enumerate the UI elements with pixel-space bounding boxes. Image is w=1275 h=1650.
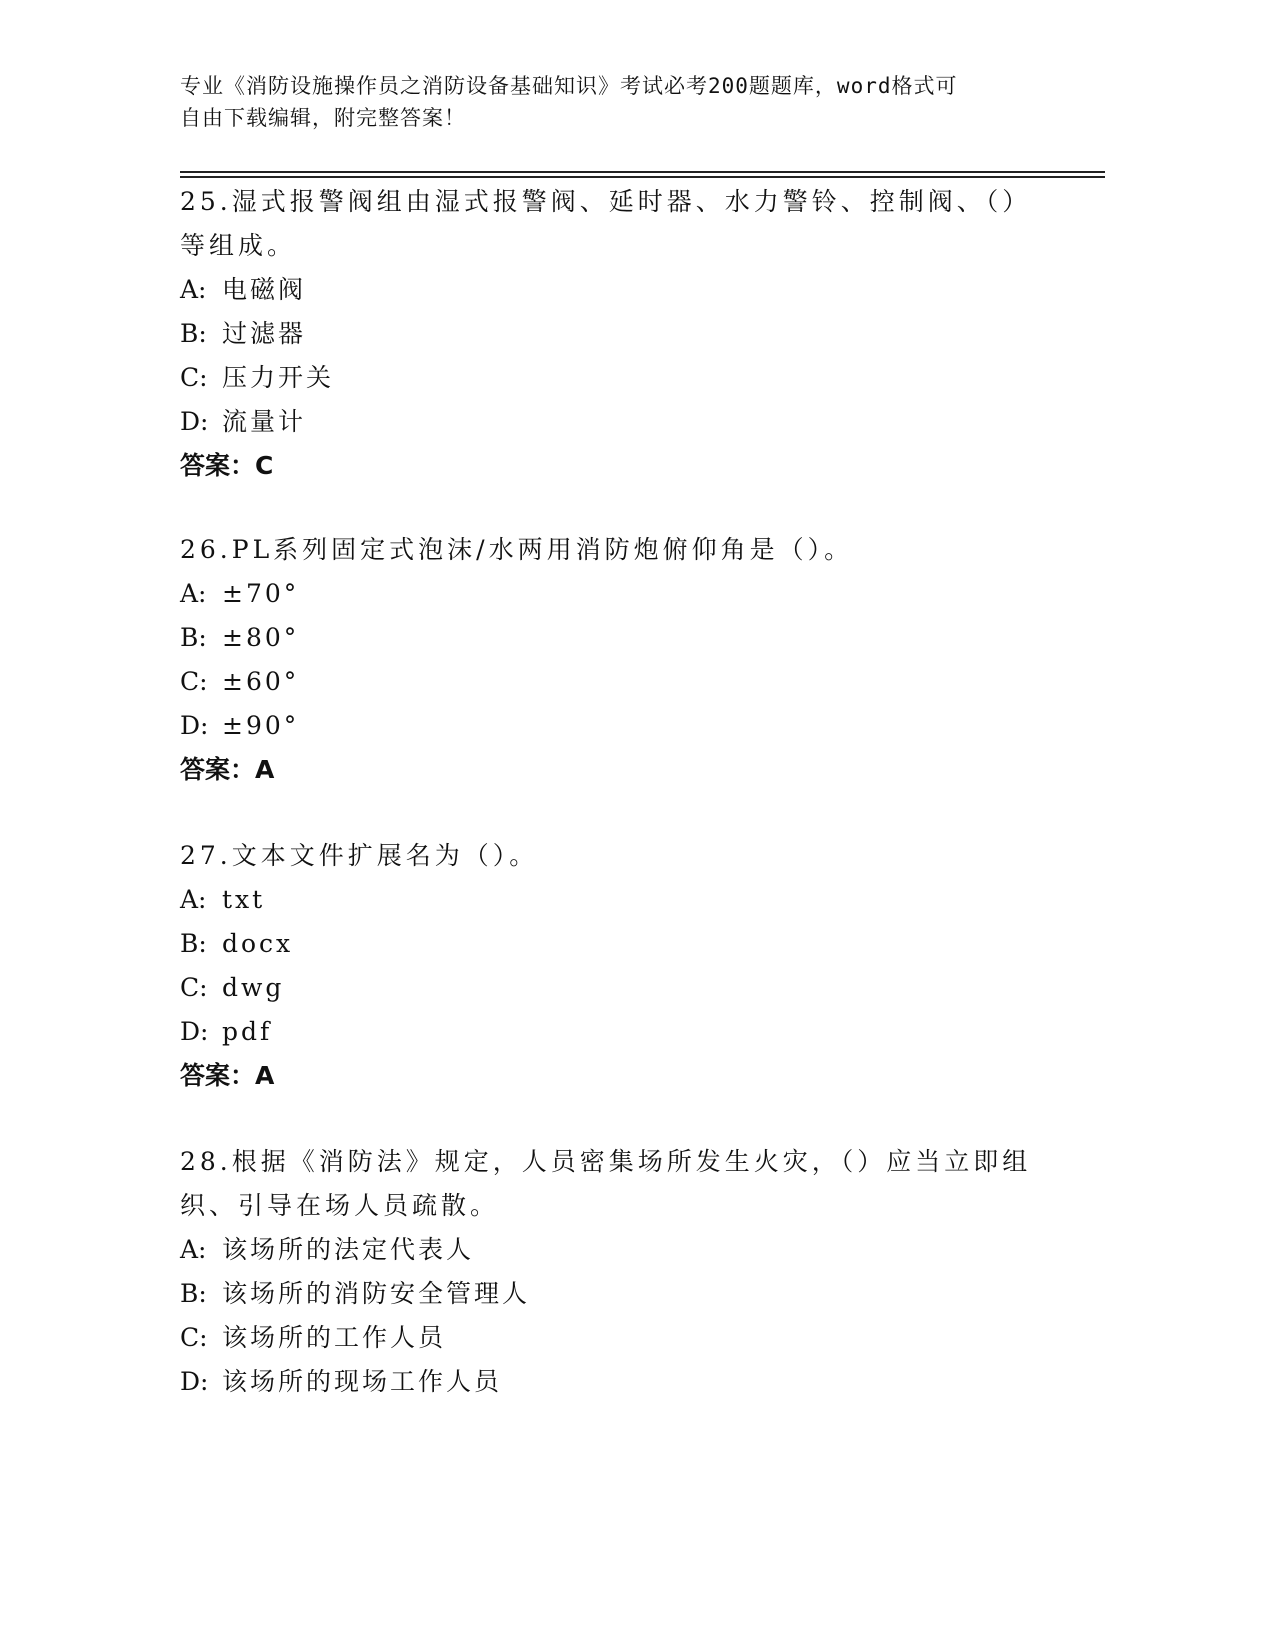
option-text: 压力开关 — [222, 363, 335, 392]
option-b — [180, 616, 1040, 660]
option-letter: B: — [180, 929, 207, 958]
option-text: ±70° — [222, 579, 300, 608]
option-text: 过滤器 — [222, 319, 307, 348]
option-letter: A: — [180, 579, 207, 608]
option-letter: D: — [180, 407, 209, 436]
option-text: 该场所的消防安全管理人 — [222, 1279, 531, 1308]
option-letter: C: — [180, 363, 208, 392]
option-c — [180, 1316, 1040, 1360]
option-letter: C: — [180, 1323, 208, 1352]
question-text: 26.PL系列固定式泡沫/水两用消防炮俯仰角是（）。 — [180, 535, 854, 564]
answer-line: 答案：A — [180, 755, 275, 784]
option-letter: D: — [180, 1017, 209, 1046]
option-text: ±80° — [222, 623, 300, 652]
answer-line: 答案：A — [180, 1061, 275, 1090]
option-b — [180, 312, 1040, 356]
option-text: 流量计 — [222, 407, 307, 436]
option-text: 该场所的工作人员 — [222, 1323, 447, 1352]
document-header — [180, 70, 1040, 134]
option-a — [180, 1228, 1040, 1272]
option-a — [180, 268, 1040, 312]
option-b — [180, 922, 1040, 966]
option-letter: B: — [180, 1279, 207, 1308]
option-d — [180, 1360, 1040, 1404]
option-letter: B: — [180, 319, 207, 348]
option-b — [180, 1272, 1040, 1316]
option-letter: A: — [180, 1235, 207, 1264]
option-letter: D: — [180, 711, 209, 740]
header-divider-bottom — [180, 176, 1105, 178]
option-c — [180, 660, 1040, 704]
option-text: txt — [222, 885, 266, 914]
option-a — [180, 878, 1040, 922]
option-text: 该场所的法定代表人 — [222, 1235, 475, 1264]
option-letter: D: — [180, 1367, 209, 1396]
header-line-2: 自由下载编辑，附完整答案！ — [180, 106, 466, 130]
question-text: 25.湿式报警阀组由湿式报警阀、延时器、水力警铃、控制阀、（）等组成。 — [180, 187, 1032, 260]
question-25 — [180, 180, 1040, 488]
question-28 — [180, 1140, 1040, 1404]
header-divider-top — [180, 171, 1105, 173]
question-27 — [180, 834, 1040, 1098]
option-c — [180, 966, 1040, 1010]
option-d — [180, 400, 1040, 444]
option-text: 该场所的现场工作人员 — [222, 1367, 503, 1396]
option-text: ±90° — [222, 711, 300, 740]
answer-line: 答案：C — [180, 451, 274, 480]
option-d — [180, 1010, 1040, 1054]
option-a — [180, 572, 1040, 616]
question-text: 27.文本文件扩展名为（）。 — [180, 841, 539, 870]
option-text: dwg — [222, 973, 285, 1002]
header-line-1: 专业《消防设施操作员之消防设备基础知识》考试必考200题题库，word格式可 — [180, 74, 958, 98]
option-c — [180, 356, 1040, 400]
option-letter: C: — [180, 973, 208, 1002]
option-d — [180, 704, 1040, 748]
option-letter: A: — [180, 885, 207, 914]
option-text: 电磁阀 — [222, 275, 307, 304]
option-text: pdf — [222, 1017, 273, 1046]
option-text: ±60° — [222, 667, 300, 696]
option-text: docx — [222, 929, 294, 958]
option-letter: C: — [180, 667, 208, 696]
question-text: 28.根据《消防法》规定，人员密集场所发生火灾，（）应当立即组织、引导在场人员疏散。 — [180, 1147, 1032, 1220]
option-letter: A: — [180, 275, 207, 304]
question-26 — [180, 528, 1040, 792]
option-letter: B: — [180, 623, 207, 652]
